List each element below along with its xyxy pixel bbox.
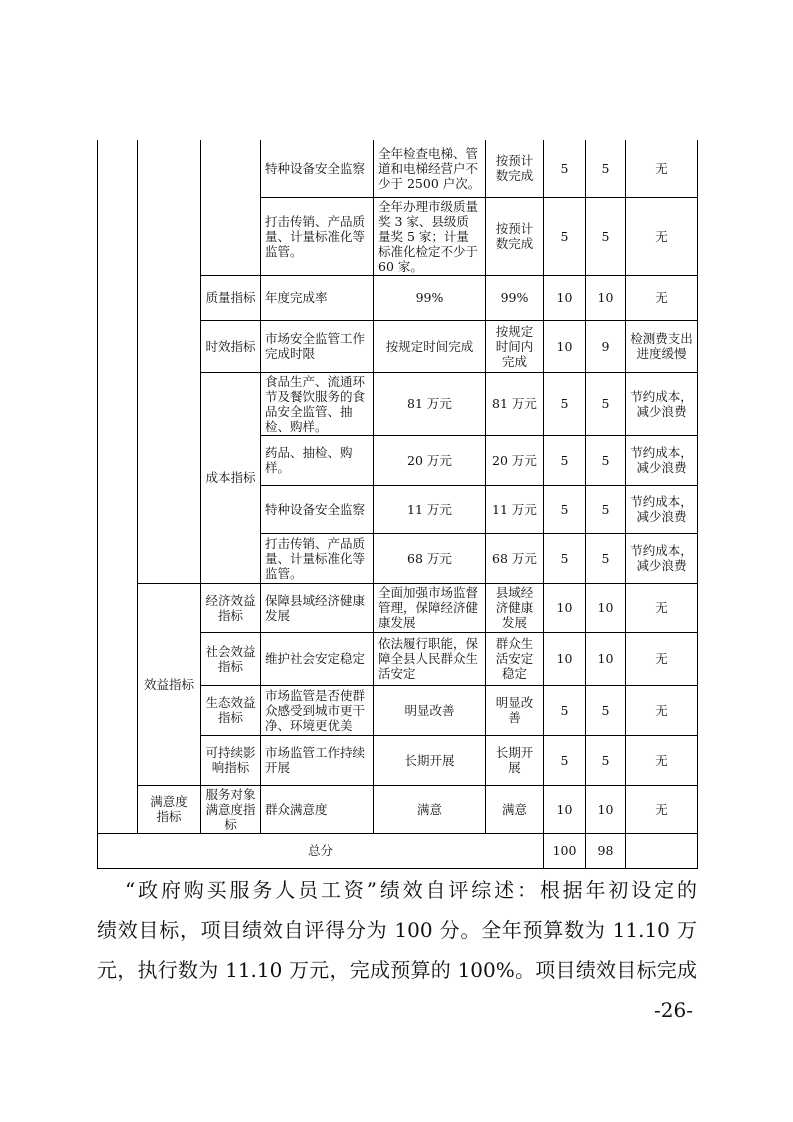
weight-cell: 5 (544, 735, 586, 785)
total-reason-cell (626, 833, 698, 868)
actual-cell: 68 万元 (486, 533, 544, 583)
level3-cell: 服务对象满意度指标 (201, 785, 261, 833)
actual-cell: 99% (486, 275, 544, 320)
actual-cell: 明显改善 (486, 685, 544, 735)
weight-cell: 5 (544, 685, 586, 735)
target-cell: 全年办理市级质量奖 3 家、县级质量奖 5 家；计量标准化检定不少于 60 家。 (374, 197, 486, 275)
indicator-cell: 群众满意度 (261, 785, 374, 833)
performance-table (97, 140, 698, 869)
reason-cell: 节约成本，减少浪费 (626, 372, 698, 435)
weight-cell: 10 (544, 785, 586, 833)
reason-cell: 无 (626, 197, 698, 275)
weight-cell: 5 (544, 372, 586, 435)
actual-cell: 按规定时间内完成 (486, 320, 544, 372)
indicator-cell: 打击传销、产品质量、计量标准化等监管。 (261, 197, 374, 275)
indicator-cell: 食品生产、流通环节及餐饮服务的食品安全监管、抽检、购样。 (261, 372, 374, 435)
score-cell: 5 (586, 735, 626, 785)
summary-line: 元，执行数为 11.10 万元，完成预算的 100%。项目绩效目标完成 (97, 958, 697, 982)
level3-cell: 生态效益指标 (201, 685, 261, 735)
target-cell: 满意 (374, 785, 486, 833)
target-cell: 全年检查电梯、管道和电梯经营户不少于 2500 户次。 (374, 140, 486, 197)
actual-cell: 按预计数完成 (486, 197, 544, 275)
reason-cell: 无 (626, 685, 698, 735)
actual-cell: 20 万元 (486, 435, 544, 485)
score-cell: 10 (586, 583, 626, 632)
score-cell: 5 (586, 372, 626, 435)
target-cell: 按规定时间完成 (374, 320, 486, 372)
weight-cell: 10 (544, 632, 586, 685)
total-score: 98 (586, 833, 626, 868)
score-cell: 5 (586, 533, 626, 583)
target-cell: 99% (374, 275, 486, 320)
weight-cell: 10 (544, 320, 586, 372)
total-row (98, 833, 698, 868)
level3-cell: 经济效益指标 (201, 583, 261, 632)
level3-cell: 成本指标 (201, 372, 261, 583)
reason-cell: 无 (626, 735, 698, 785)
indicator-cell: 市场安全监管工作完成时限 (261, 320, 374, 372)
indicator-cell: 保障县域经济健康发展 (261, 583, 374, 632)
score-cell: 10 (586, 632, 626, 685)
level3-cell: 可持续影响指标 (201, 735, 261, 785)
target-cell: 81 万元 (374, 372, 486, 435)
score-cell: 5 (586, 685, 626, 735)
reason-cell: 节约成本，减少浪费 (626, 485, 698, 533)
score-cell: 9 (586, 320, 626, 372)
score-cell: 10 (586, 785, 626, 833)
level2-cell: 满意度指标 (138, 785, 201, 833)
summary-line: “政府购买服务人员工资”绩效自评综述：根据年初设定的 (125, 878, 697, 902)
score-cell: 5 (586, 197, 626, 275)
weight-cell: 10 (544, 275, 586, 320)
actual-cell: 满意 (486, 785, 544, 833)
reason-cell: 无 (626, 583, 698, 632)
indicator-cell: 市场监管是否使群众感受到城市更干净、环境更优美 (261, 685, 374, 735)
score-cell: 5 (586, 435, 626, 485)
indicator-cell: 年度完成率 (261, 275, 374, 320)
actual-cell: 县域经济健康发展 (486, 583, 544, 632)
reason-cell: 无 (626, 140, 698, 197)
total-label: 总分 (98, 833, 544, 868)
total-weight: 100 (544, 833, 586, 868)
level3-cell: 时效指标 (201, 320, 261, 372)
target-cell: 20 万元 (374, 435, 486, 485)
target-cell: 明显改善 (374, 685, 486, 735)
weight-cell: 5 (544, 533, 586, 583)
weight-cell: 10 (544, 583, 586, 632)
weight-cell: 5 (544, 485, 586, 533)
indicator-cell: 市场监管工作持续开展 (261, 735, 374, 785)
score-cell: 10 (586, 275, 626, 320)
weight-cell: 5 (544, 197, 586, 275)
actual-cell: 群众生活安定稳定 (486, 632, 544, 685)
score-cell: 5 (586, 485, 626, 533)
actual-cell: 长期开展 (486, 735, 544, 785)
reason-cell: 无 (626, 275, 698, 320)
target-cell: 68 万元 (374, 533, 486, 583)
target-cell: 长期开展 (374, 735, 486, 785)
target-cell: 全面加强市场监督管理，保障经济健康发展 (374, 583, 486, 632)
summary-line: 绩效目标，项目绩效自评得分为 100 分。全年预算数为 11.10 万 (97, 918, 697, 942)
table-row (98, 785, 698, 833)
level2-output-cell (138, 140, 201, 583)
indicator-cell: 特种设备安全监察 (261, 140, 374, 197)
level3-quantity-cell (201, 140, 261, 275)
reason-cell: 检测费支出进度缓慢 (626, 320, 698, 372)
target-cell: 依法履行职能，保障全县人民群众生活安定 (374, 632, 486, 685)
level1-category-cell (98, 140, 138, 833)
indicator-cell: 打击传销、产品质量、计量标准化等监管。 (261, 533, 374, 583)
table-row (98, 583, 698, 632)
level3-cell: 社会效益指标 (201, 632, 261, 685)
level2-cell: 效益指标 (138, 583, 201, 785)
indicator-cell: 特种设备安全监察 (261, 485, 374, 533)
indicator-cell: 维护社会安定稳定 (261, 632, 374, 685)
reason-cell: 节约成本，减少浪费 (626, 435, 698, 485)
score-cell: 5 (586, 140, 626, 197)
page-number: -26- (654, 998, 693, 1022)
reason-cell: 节约成本，减少浪费 (626, 533, 698, 583)
weight-cell: 5 (544, 435, 586, 485)
summary-paragraph (97, 870, 697, 990)
table-row (98, 140, 698, 197)
reason-cell: 无 (626, 785, 698, 833)
weight-cell: 5 (544, 140, 586, 197)
reason-cell: 无 (626, 632, 698, 685)
target-cell: 11 万元 (374, 485, 486, 533)
actual-cell: 81 万元 (486, 372, 544, 435)
level3-cell: 质量指标 (201, 275, 261, 320)
actual-cell: 按预计数完成 (486, 140, 544, 197)
indicator-cell: 药品、抽检、购样。 (261, 435, 374, 485)
actual-cell: 11 万元 (486, 485, 544, 533)
